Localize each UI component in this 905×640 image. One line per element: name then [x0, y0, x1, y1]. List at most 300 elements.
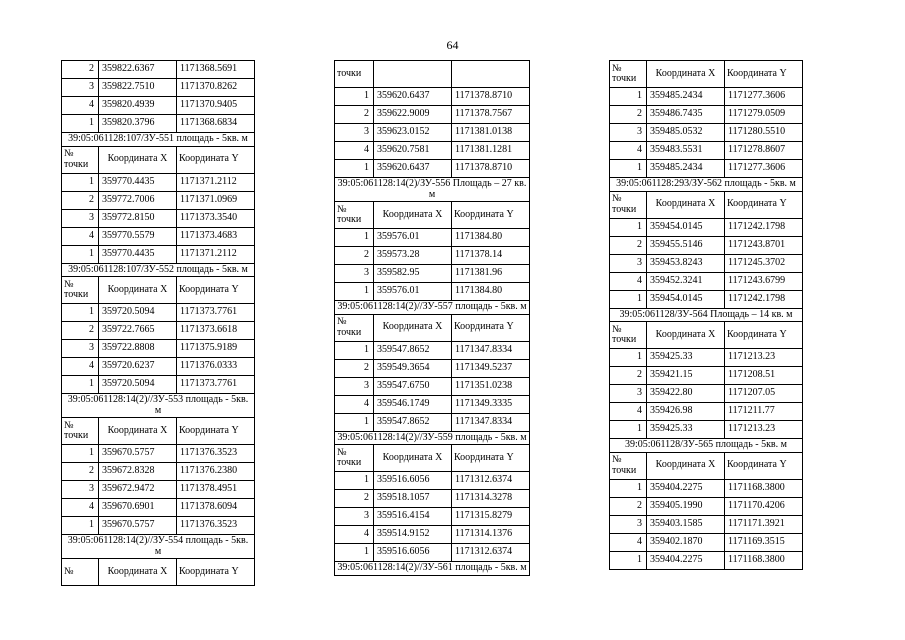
coordinate-y: 1171368.6834 [177, 115, 255, 133]
plot-caption: 39:05:061128:14(2)//ЗУ-553 площадь - 5кв. м [62, 394, 255, 418]
coordinate-y: 1171168.3800 [725, 479, 803, 497]
coordinate-y: 1171169.3515 [725, 533, 803, 551]
coordinate-y: 1171371.0969 [177, 191, 255, 209]
point-number: 3 [335, 508, 374, 526]
coordinate-x: 359547.8652 [374, 413, 452, 431]
table-row [335, 544, 530, 562]
header-cell-y: Координата Y [725, 61, 803, 88]
table-row [335, 472, 530, 490]
point-number: 4 [335, 142, 374, 160]
coordinate-y: 1171376.3523 [177, 445, 255, 463]
table-row [62, 322, 255, 340]
table-row [335, 61, 530, 88]
header-cell-number: № точки [62, 277, 99, 304]
header-cell-number: № точки [62, 146, 99, 173]
header-cell-number: точки [335, 61, 374, 88]
point-number: 1 [335, 283, 374, 301]
header-cell-y: Координата Y [725, 322, 803, 349]
point-number: 1 [610, 160, 647, 178]
point-number: 3 [62, 209, 99, 227]
table-row [610, 421, 803, 439]
plot-caption-row [62, 133, 255, 147]
header-cell-y: Координата Y [725, 452, 803, 479]
coordinate-x: 359402.1870 [647, 533, 725, 551]
coordinate-x: 359403.1585 [647, 515, 725, 533]
coordinate-y: 1171378.4951 [177, 481, 255, 499]
point-number: 4 [335, 526, 374, 544]
table-row [610, 551, 803, 569]
coordinate-y: 1171381.96 [452, 265, 530, 283]
plot-caption-row [610, 178, 803, 192]
table-row [610, 349, 803, 367]
point-number: 4 [62, 227, 99, 245]
coordinate-y: 1171378.14 [452, 247, 530, 265]
coordinate-y: 1171315.8279 [452, 508, 530, 526]
table-row [335, 341, 530, 359]
header-cell-x: Координата X [647, 322, 725, 349]
header-cell-x: Координата X [374, 314, 452, 341]
point-number: 1 [610, 218, 647, 236]
coordinate-y: 1171314.3278 [452, 490, 530, 508]
header-cell-y: Координата Y [177, 146, 255, 173]
point-number: 3 [335, 377, 374, 395]
header-cell-number: № точки [62, 418, 99, 445]
point-number: 2 [335, 359, 374, 377]
coordinate-y: 1171280.5510 [725, 124, 803, 142]
empty-cell [374, 61, 452, 88]
plot-caption-row [610, 439, 803, 453]
coordinate-y: 1171384.80 [452, 283, 530, 301]
plot-caption: 39:05:061128:14(2)//ЗУ-561 площадь - 5кв. м [335, 562, 530, 576]
header-cell-number: № точки [335, 445, 374, 472]
coordinate-x: 359820.3796 [99, 115, 177, 133]
header-row [610, 452, 803, 479]
header-cell-x: Координата X [99, 418, 177, 445]
point-number: 1 [335, 544, 374, 562]
coordinate-x: 359514.9152 [374, 526, 452, 544]
point-number: 1 [62, 245, 99, 263]
point-number: 2 [335, 247, 374, 265]
header-row [610, 61, 803, 88]
coordinate-y: 1171242.1798 [725, 290, 803, 308]
point-number: 4 [610, 272, 647, 290]
coordinate-y: 1171351.0238 [452, 377, 530, 395]
header-cell-x: Координата X [99, 277, 177, 304]
header-cell-number: № точки [610, 61, 647, 88]
coordinate-y: 1171312.6374 [452, 544, 530, 562]
plot-caption: 39:05:061128:14(2)//ЗУ-559 площадь - 5кв. м [335, 431, 530, 445]
header-row [62, 418, 255, 445]
coordinate-x: 359455.5146 [647, 236, 725, 254]
header-cell-y: Координата Y [452, 202, 530, 229]
coordinate-x: 359622.9009 [374, 106, 452, 124]
coordinate-x: 359454.0145 [647, 218, 725, 236]
coordinate-y: 1171349.5237 [452, 359, 530, 377]
coordinate-y: 1171213.23 [725, 349, 803, 367]
coordinate-x: 359485.0532 [647, 124, 725, 142]
point-number: 3 [62, 481, 99, 499]
header-cell-x: Координата X [647, 61, 725, 88]
header-cell-number: № точки [610, 322, 647, 349]
coordinate-x: 359822.7510 [99, 79, 177, 97]
header-cell-y: Координата Y [177, 418, 255, 445]
plot-caption: 39:05:061128:107/ЗУ-552 площадь - 5кв. м [62, 263, 255, 277]
coordinates-table-left [61, 60, 255, 586]
table-row [335, 229, 530, 247]
point-number: 1 [335, 472, 374, 490]
coordinate-y: 1171314.1376 [452, 526, 530, 544]
table-row [335, 247, 530, 265]
header-row [610, 191, 803, 218]
point-number: 4 [610, 403, 647, 421]
table-row [610, 497, 803, 515]
header-row [62, 146, 255, 173]
coordinate-x: 359518.1057 [374, 490, 452, 508]
coordinate-x: 359405.1990 [647, 497, 725, 515]
coordinate-y: 1171376.2380 [177, 463, 255, 481]
point-number: 1 [610, 421, 647, 439]
coordinate-x: 359452.3241 [647, 272, 725, 290]
coordinate-x: 359547.8652 [374, 341, 452, 359]
point-number: 1 [62, 445, 99, 463]
coordinate-y: 1171370.8262 [177, 79, 255, 97]
point-number: 2 [62, 463, 99, 481]
coordinate-y: 1171376.3523 [177, 517, 255, 535]
coordinate-y: 1171378.6094 [177, 499, 255, 517]
header-cell-x: Координата X [647, 191, 725, 218]
empty-cell [452, 61, 530, 88]
point-number: 1 [610, 479, 647, 497]
coordinate-x: 359820.4939 [99, 97, 177, 115]
table-row [335, 265, 530, 283]
plot-caption: 39:05:061128/ЗУ-565 площадь - 5кв. м [610, 439, 803, 453]
table-row [610, 385, 803, 403]
table-row [62, 191, 255, 209]
point-number: 2 [62, 191, 99, 209]
point-number: 1 [335, 413, 374, 431]
coordinate-x: 359720.5094 [99, 304, 177, 322]
plot-caption: 39:05:061128:14(2)//ЗУ-557 площадь - 5кв. м [335, 301, 530, 315]
table-row [610, 403, 803, 421]
coordinate-x: 359722.7665 [99, 322, 177, 340]
table-row [610, 515, 803, 533]
header-cell-x: Координата X [374, 202, 452, 229]
coordinate-y: 1171171.3921 [725, 515, 803, 533]
header-cell-y: Координата Y [177, 277, 255, 304]
coordinate-x: 359516.4154 [374, 508, 452, 526]
point-number: 3 [62, 340, 99, 358]
coordinate-x: 359770.4435 [99, 173, 177, 191]
coordinate-y: 1171347.8334 [452, 413, 530, 431]
point-number: 1 [610, 88, 647, 106]
coordinate-x: 359623.0152 [374, 124, 452, 142]
table-row [610, 88, 803, 106]
coordinate-x: 359620.6437 [374, 88, 452, 106]
table-row [610, 272, 803, 290]
point-number: 1 [610, 551, 647, 569]
plot-caption-row [335, 562, 530, 576]
coordinate-x: 359720.6237 [99, 358, 177, 376]
coordinate-y: 1171277.3606 [725, 160, 803, 178]
coordinate-y: 1171375.9189 [177, 340, 255, 358]
coordinate-y: 1171279.0509 [725, 106, 803, 124]
coordinate-x: 359516.6056 [374, 544, 452, 562]
coordinate-y: 1171376.0333 [177, 358, 255, 376]
coordinate-y: 1171371.2112 [177, 245, 255, 263]
coordinate-y: 1171378.8710 [452, 160, 530, 178]
coordinate-x: 359770.5579 [99, 227, 177, 245]
point-number: 4 [62, 97, 99, 115]
coordinate-y: 1171368.5691 [177, 61, 255, 79]
table-row [62, 97, 255, 115]
point-number: 1 [62, 304, 99, 322]
coordinate-x: 359670.5757 [99, 517, 177, 535]
coordinate-x: 359582.95 [374, 265, 452, 283]
coordinate-x: 359454.0145 [647, 290, 725, 308]
point-number: 2 [610, 367, 647, 385]
header-cell-x: Координата X [99, 146, 177, 173]
coordinate-x: 359425.33 [647, 421, 725, 439]
table-row [610, 218, 803, 236]
plot-caption-row [62, 535, 255, 559]
table-row [610, 479, 803, 497]
coordinate-y: 1171347.8334 [452, 341, 530, 359]
header-row [335, 445, 530, 472]
table-row [62, 358, 255, 376]
coordinate-x: 359672.8328 [99, 463, 177, 481]
coordinate-x: 359549.3654 [374, 359, 452, 377]
point-number: 2 [62, 61, 99, 79]
table-row [610, 533, 803, 551]
point-number: 2 [62, 322, 99, 340]
coordinate-y: 1171213.23 [725, 421, 803, 439]
table-row [62, 61, 255, 79]
coordinate-y: 1171243.8701 [725, 236, 803, 254]
table-row [610, 236, 803, 254]
coordinate-y: 1171370.9405 [177, 97, 255, 115]
table-row [62, 481, 255, 499]
coordinate-y: 1171381.1281 [452, 142, 530, 160]
coordinate-x: 359404.2275 [647, 479, 725, 497]
table-row [335, 142, 530, 160]
coordinate-x: 359516.6056 [374, 472, 452, 490]
table-row [610, 124, 803, 142]
point-number: 1 [335, 88, 374, 106]
point-number: 4 [62, 358, 99, 376]
point-number: 1 [62, 376, 99, 394]
table-row [62, 245, 255, 263]
coordinate-y: 1171378.7567 [452, 106, 530, 124]
coordinate-y: 1171373.7761 [177, 304, 255, 322]
point-number: 3 [610, 124, 647, 142]
coordinate-y: 1171242.1798 [725, 218, 803, 236]
coordinate-y: 1171211.77 [725, 403, 803, 421]
point-number: 2 [610, 236, 647, 254]
coordinate-x: 359620.6437 [374, 160, 452, 178]
coordinates-table-middle [334, 60, 530, 576]
table-row [335, 508, 530, 526]
table-row [335, 377, 530, 395]
table-row [610, 142, 803, 160]
coordinate-x: 359576.01 [374, 283, 452, 301]
coordinate-x: 359483.5531 [647, 142, 725, 160]
coordinate-y: 1171245.3702 [725, 254, 803, 272]
header-cell-number: № точки [335, 314, 374, 341]
coordinate-x: 359722.8808 [99, 340, 177, 358]
header-row [335, 202, 530, 229]
coordinate-y: 1171168.3800 [725, 551, 803, 569]
point-number: 1 [610, 290, 647, 308]
header-row [610, 322, 803, 349]
coordinate-y: 1171277.3606 [725, 88, 803, 106]
table-row [610, 160, 803, 178]
plot-caption: 39:05:061128/ЗУ-564 Площадь – 14 кв. м [610, 308, 803, 322]
point-number: 3 [335, 265, 374, 283]
table-row [610, 290, 803, 308]
table-row [335, 359, 530, 377]
table-row [335, 413, 530, 431]
header-row [62, 277, 255, 304]
plot-caption: 39:05:061128:107/ЗУ-551 площадь - 5кв. м [62, 133, 255, 147]
coordinates-table-right [609, 60, 803, 570]
coordinate-x: 359770.4435 [99, 245, 177, 263]
header-cell-y: Координата Y [452, 445, 530, 472]
plot-caption-row [335, 431, 530, 445]
table-row [62, 79, 255, 97]
coordinate-y: 1171373.6618 [177, 322, 255, 340]
coordinate-y: 1171373.7761 [177, 376, 255, 394]
coordinate-x: 359672.9472 [99, 481, 177, 499]
plot-caption-row [610, 308, 803, 322]
header-cell-number: № [62, 559, 99, 586]
table-row [62, 376, 255, 394]
table-row [335, 106, 530, 124]
coordinate-y: 1171349.3335 [452, 395, 530, 413]
coordinate-x: 359670.5757 [99, 445, 177, 463]
coordinate-x: 359453.8243 [647, 254, 725, 272]
header-cell-x: Координата X [647, 452, 725, 479]
plot-caption-row [62, 394, 255, 418]
coordinate-y: 1171371.2112 [177, 173, 255, 191]
coordinate-y: 1171312.6374 [452, 472, 530, 490]
table-row [335, 490, 530, 508]
header-row [335, 314, 530, 341]
table-row [62, 209, 255, 227]
coordinate-x: 359573.28 [374, 247, 452, 265]
plot-caption: 39:05:061128:14(2)/ЗУ-556 Площадь – 27 кв. м [335, 178, 530, 202]
table-row [335, 88, 530, 106]
coordinate-y: 1171243.6799 [725, 272, 803, 290]
table-row [335, 395, 530, 413]
point-number: 3 [610, 385, 647, 403]
table-row [610, 254, 803, 272]
table-row [62, 115, 255, 133]
plot-caption-row [335, 301, 530, 315]
table-row [62, 340, 255, 358]
point-number: 4 [62, 499, 99, 517]
point-number: 3 [610, 254, 647, 272]
header-cell-y: Координата Y [177, 559, 255, 586]
coordinate-x: 359421.15 [647, 367, 725, 385]
table-row [62, 499, 255, 517]
coordinate-x: 359404.2275 [647, 551, 725, 569]
plot-caption-row [335, 178, 530, 202]
point-number: 3 [62, 79, 99, 97]
table-row [335, 283, 530, 301]
coordinate-x: 359576.01 [374, 229, 452, 247]
table-row [62, 517, 255, 535]
coordinate-x: 359620.7581 [374, 142, 452, 160]
coordinate-x: 359485.2434 [647, 160, 725, 178]
coordinate-y: 1171207.05 [725, 385, 803, 403]
point-number: 4 [610, 142, 647, 160]
point-number: 1 [62, 115, 99, 133]
coordinate-y: 1171378.8710 [452, 88, 530, 106]
coordinate-x: 359772.8150 [99, 209, 177, 227]
coordinate-y: 1171208.51 [725, 367, 803, 385]
coordinate-x: 359822.6367 [99, 61, 177, 79]
coordinate-x: 359720.5094 [99, 376, 177, 394]
header-cell-number: № точки [335, 202, 374, 229]
plot-caption: 39:05:061128:293/ЗУ-562 площадь - 5кв. м [610, 178, 803, 192]
plot-caption: 39:05:061128:14(2)//ЗУ-554 площадь - 5кв. м [62, 535, 255, 559]
coordinate-y: 1171373.4683 [177, 227, 255, 245]
coordinate-x: 359485.2434 [647, 88, 725, 106]
point-number: 1 [335, 160, 374, 178]
table-row [335, 526, 530, 544]
table-row [610, 106, 803, 124]
header-cell-y: Координата Y [725, 191, 803, 218]
point-number: 2 [610, 106, 647, 124]
coordinate-x: 359670.6901 [99, 499, 177, 517]
header-cell-number: № точки [610, 452, 647, 479]
table-row [610, 367, 803, 385]
header-cell-x: Координата X [374, 445, 452, 472]
table-row [62, 445, 255, 463]
coordinate-x: 359425.33 [647, 349, 725, 367]
header-cell-y: Координата Y [452, 314, 530, 341]
point-number: 4 [335, 395, 374, 413]
header-row [62, 559, 255, 586]
header-cell-x: Координата X [99, 559, 177, 586]
coordinate-x: 359486.7435 [647, 106, 725, 124]
point-number: 3 [610, 515, 647, 533]
table-row [62, 304, 255, 322]
header-cell-number: № точки [610, 191, 647, 218]
coordinate-y: 1171384.80 [452, 229, 530, 247]
coordinate-x: 359547.6750 [374, 377, 452, 395]
table-row [335, 124, 530, 142]
point-number: 2 [610, 497, 647, 515]
coordinate-y: 1171381.0138 [452, 124, 530, 142]
coordinate-y: 1171278.8607 [725, 142, 803, 160]
table-row [62, 227, 255, 245]
point-number: 1 [62, 517, 99, 535]
point-number: 1 [335, 341, 374, 359]
coordinate-x: 359546.1749 [374, 395, 452, 413]
point-number: 2 [335, 490, 374, 508]
table-row [62, 173, 255, 191]
plot-caption-row [62, 263, 255, 277]
table-row [62, 463, 255, 481]
point-number: 1 [62, 173, 99, 191]
point-number: 4 [610, 533, 647, 551]
point-number: 3 [335, 124, 374, 142]
coordinate-x: 359426.98 [647, 403, 725, 421]
coordinate-x: 359422.80 [647, 385, 725, 403]
coordinate-x: 359772.7006 [99, 191, 177, 209]
point-number: 1 [335, 229, 374, 247]
